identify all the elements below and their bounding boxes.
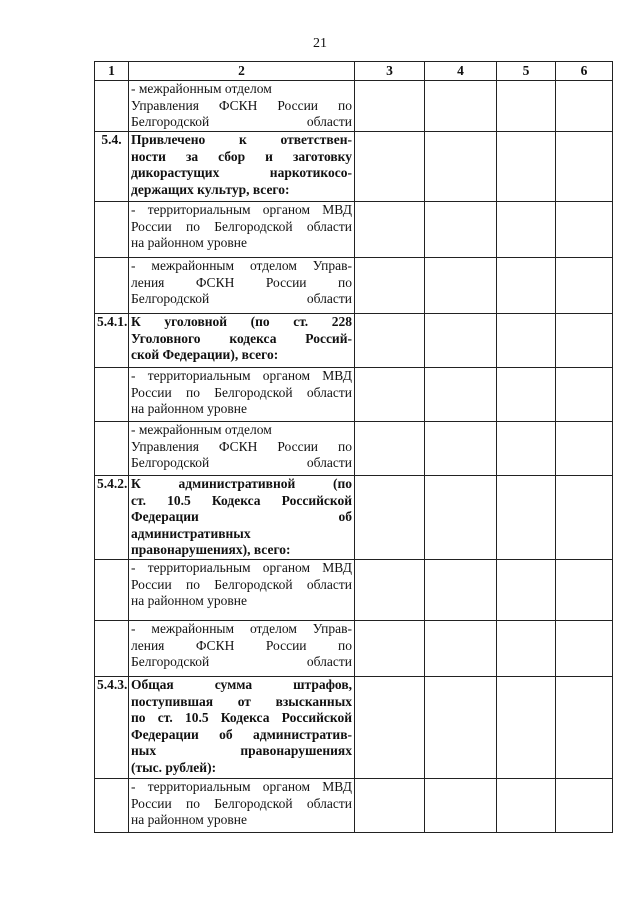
table-row <box>95 779 613 833</box>
value-cell <box>497 560 556 621</box>
table-row <box>95 132 613 202</box>
table-row <box>95 560 613 621</box>
description-line: - межрайонным отделом Управ- <box>131 258 352 273</box>
value-cell <box>556 476 613 560</box>
page-number: 21 <box>313 36 327 51</box>
value-cell <box>556 560 613 621</box>
table-row <box>95 677 613 779</box>
description-line: Белгородской области <box>131 455 352 470</box>
value-cell <box>497 476 556 560</box>
row-description <box>129 779 355 833</box>
value-cell <box>497 81 556 132</box>
value-cell <box>556 314 613 368</box>
description-line: К административной (по <box>131 476 352 491</box>
description-line: К уголовной (по ст. 228 <box>131 314 352 329</box>
value-cell <box>425 560 497 621</box>
row-description <box>129 368 355 422</box>
value-cell <box>425 677 497 779</box>
value-cell <box>556 422 613 476</box>
description-line: - межрайонным отделом Управ- <box>131 621 352 636</box>
description-line: ской Федерации), всего: <box>131 347 279 362</box>
description-line: поступившая от взысканных <box>131 693 352 709</box>
description-line: на районном уровне <box>131 401 248 416</box>
value-cell <box>556 677 613 779</box>
row-description <box>129 476 355 560</box>
value-cell <box>425 621 497 677</box>
value-cell <box>355 560 425 621</box>
value-cell <box>497 677 556 779</box>
description-line: России по Белгородской области <box>131 218 352 234</box>
column-header: 4 <box>425 62 497 81</box>
table-row <box>95 314 613 368</box>
description-line: - межрайонным отделом <box>131 422 272 437</box>
description-line: правонарушениях), всего: <box>131 542 291 557</box>
value-cell <box>355 81 425 132</box>
description-line: России по Белгородской области <box>131 795 352 811</box>
column-header: 3 <box>355 62 425 81</box>
description-line: Общая сумма штрафов, <box>131 677 352 692</box>
value-cell <box>355 677 425 779</box>
value-cell <box>425 422 497 476</box>
row-number <box>95 560 129 621</box>
description-line: по ст. 10.5 Кодекса Российской <box>131 710 352 725</box>
row-description <box>129 314 355 368</box>
table-row <box>95 368 613 422</box>
row-description <box>129 202 355 258</box>
description-line: - территориальным органом МВД <box>131 368 352 383</box>
row-number <box>95 621 129 677</box>
value-cell <box>425 779 497 833</box>
table-row <box>95 202 613 258</box>
row-description <box>129 677 355 779</box>
column-header: 5 <box>497 62 556 81</box>
column-header: 1 <box>95 62 129 81</box>
value-cell <box>355 422 425 476</box>
value-cell <box>497 422 556 476</box>
row-number: 5.4.2. <box>95 476 129 560</box>
description-line: Федерации об <box>131 509 352 524</box>
value-cell <box>355 258 425 314</box>
description-line: Привлечено к ответствен- <box>131 132 352 147</box>
value-cell <box>497 202 556 258</box>
row-number <box>95 368 129 422</box>
row-description <box>129 422 355 476</box>
value-cell <box>425 202 497 258</box>
description-line: ления ФСКН России по <box>131 637 352 653</box>
description-line: Федерации об административ- <box>131 726 352 742</box>
description-line: на районном уровне <box>131 235 248 250</box>
table-row <box>95 81 613 132</box>
value-cell <box>556 368 613 422</box>
description-line: ности за сбор и заготовку <box>131 148 352 164</box>
description-line: России по Белгородской области <box>131 576 352 592</box>
row-number: 5.4.1. <box>95 314 129 368</box>
description-line: Белгородской области <box>131 291 352 306</box>
value-cell <box>425 476 497 560</box>
row-number <box>95 258 129 314</box>
value-cell <box>425 81 497 132</box>
value-cell <box>425 314 497 368</box>
description-line: Управления ФСКН России по <box>131 438 352 454</box>
description-line: Белгородской области <box>131 654 352 669</box>
value-cell <box>355 368 425 422</box>
value-cell <box>355 202 425 258</box>
value-cell <box>497 258 556 314</box>
description-line: - территориальным органом МВД <box>131 202 352 217</box>
value-cell <box>556 621 613 677</box>
column-header: 6 <box>556 62 613 81</box>
value-cell <box>497 314 556 368</box>
table-row <box>95 422 613 476</box>
description-line: России по Белгородской области <box>131 384 352 400</box>
description-line: держащих культур, всего: <box>131 181 290 197</box>
row-number <box>95 779 129 833</box>
row-description <box>129 132 355 202</box>
value-cell <box>355 621 425 677</box>
description-line: дикорастущих наркотикосо- <box>131 165 352 180</box>
value-cell <box>556 258 613 314</box>
value-cell <box>355 779 425 833</box>
value-cell <box>425 368 497 422</box>
row-description <box>129 81 355 132</box>
description-line: - межрайонным отделом <box>131 81 272 96</box>
value-cell <box>497 368 556 422</box>
description-line: (тыс. рублей): <box>131 759 217 775</box>
description-line: административных <box>131 525 251 541</box>
value-cell <box>355 132 425 202</box>
row-description <box>129 621 355 677</box>
value-cell <box>425 132 497 202</box>
column-header: 2 <box>129 62 355 81</box>
description-line: ления ФСКН России по <box>131 274 352 290</box>
value-cell <box>556 81 613 132</box>
value-cell <box>497 621 556 677</box>
report-table <box>94 61 613 833</box>
row-number <box>95 202 129 258</box>
description-line: Белгородской области <box>131 114 352 129</box>
description-line: ных правонарушениях <box>131 743 352 758</box>
table-row <box>95 258 613 314</box>
description-line: на районном уровне <box>131 593 248 608</box>
row-number: 5.4. <box>95 132 129 202</box>
table-row <box>95 476 613 560</box>
row-number: 5.4.3. <box>95 677 129 779</box>
value-cell <box>355 476 425 560</box>
row-description <box>129 258 355 314</box>
value-cell <box>497 132 556 202</box>
description-line: - территориальным органом МВД <box>131 560 352 575</box>
header-row <box>95 62 613 81</box>
description-line: Управления ФСКН России по <box>131 97 352 113</box>
table-row <box>95 621 613 677</box>
value-cell <box>556 779 613 833</box>
value-cell <box>355 314 425 368</box>
value-cell <box>497 779 556 833</box>
description-line: - территориальным органом МВД <box>131 779 352 794</box>
row-number <box>95 422 129 476</box>
value-cell <box>556 132 613 202</box>
value-cell <box>425 258 497 314</box>
row-description <box>129 560 355 621</box>
value-cell <box>556 202 613 258</box>
description-line: на районном уровне <box>131 812 248 827</box>
description-line: ст. 10.5 Кодекса Российской <box>131 492 352 508</box>
description-line: Уголовного кодекса Россий- <box>131 330 352 346</box>
row-number <box>95 81 129 132</box>
